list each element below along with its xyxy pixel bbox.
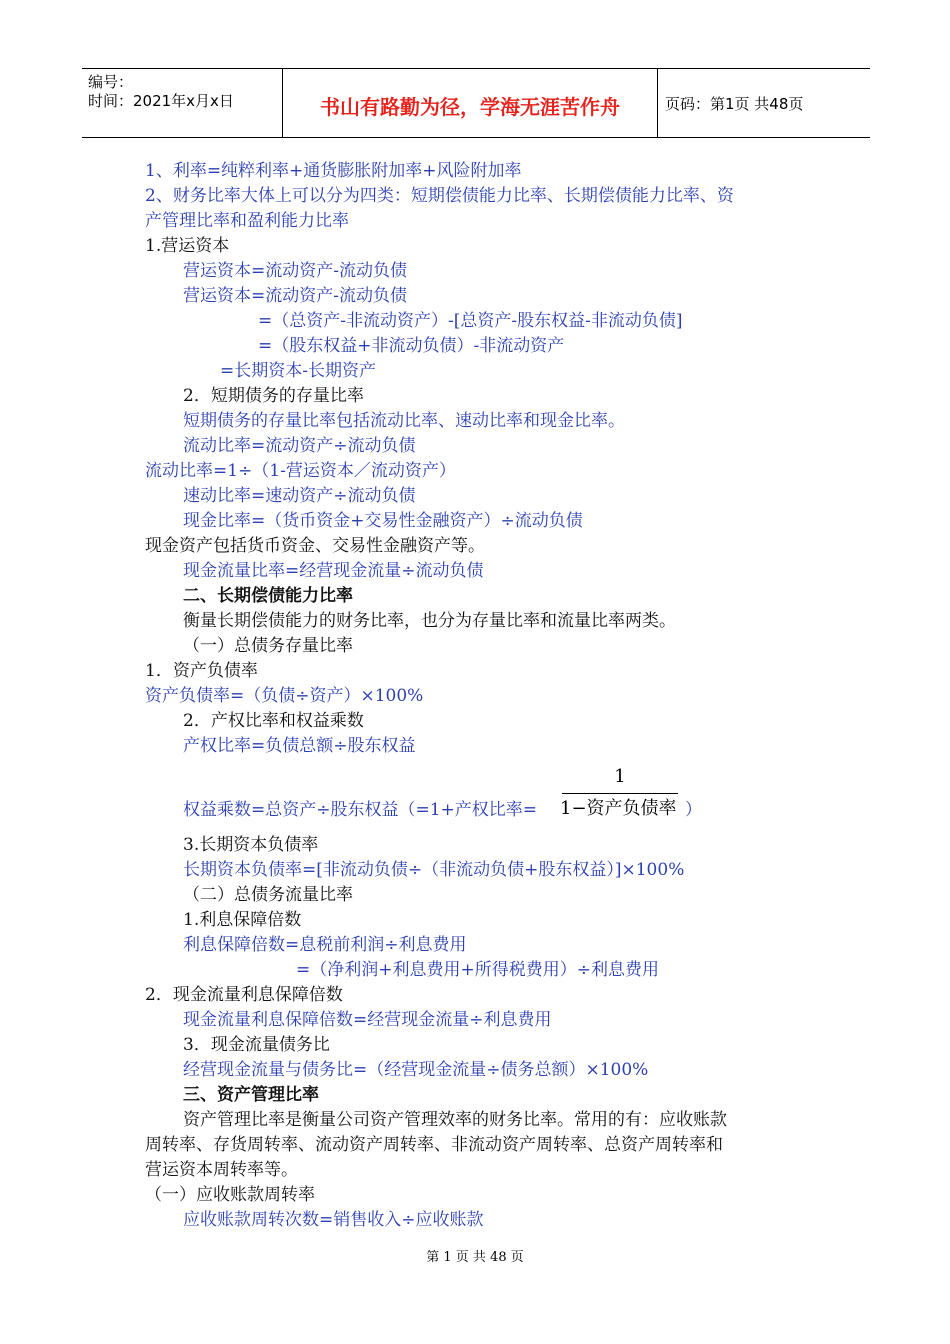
text-line: 2、财务比率大体上可以分为四类：短期偿债能力比率、长期偿债能力比率、资: [145, 186, 734, 206]
text-line: 产权比率=负债总额÷股东权益: [183, 736, 416, 756]
text-line: =（总资产-非流动资产）-[总资产-股东权益-非流动负债]: [258, 311, 683, 331]
equity-multiplier-fraction: [560, 766, 680, 819]
text-line: 经营现金流量与债务比=（经营现金流量÷债务总额）×100%: [183, 1060, 649, 1080]
text-line: 1.营运资本: [145, 236, 230, 256]
text-line: 1、利率=纯粹利率+通货膨胀附加率+风险附加率: [145, 161, 522, 181]
document-header: [82, 68, 870, 138]
text-line: 衡量长期偿债能力的财务比率，也分为存量比率和流量比率两类。: [183, 611, 676, 631]
text-line: （一）应收账款周转率: [145, 1185, 315, 1205]
text-line: 现金资产包括货币资金、交易性金融资产等。: [145, 536, 485, 556]
text-line: 现金比率=（货币资金+交易性金融资产）÷流动负债: [183, 511, 583, 531]
text-line: 产管理比率和盈利能力比率: [145, 211, 349, 231]
fraction-denominator: 1−资产负债率: [560, 798, 677, 819]
text-line: 2．现金流量利息保障倍数: [145, 985, 343, 1005]
text-line: 1.利息保障倍数: [183, 910, 302, 930]
page-info: 页码：第1页 共48页: [665, 95, 804, 113]
text-line: =（股东权益+非流动负债）-非流动资产: [258, 336, 565, 356]
text-line: （二）总债务流量比率: [183, 885, 353, 905]
text-line: =长期资本-长期资产: [220, 361, 376, 381]
text-line: 3.长期资本负债率: [183, 835, 319, 855]
text-line: 短期债务的存量比率包括流动比率、速动比率和现金比率。: [183, 411, 625, 431]
text-line: 周转率、存货周转率、流动资产周转率、非流动资产周转率、总资产周转率和: [145, 1135, 723, 1155]
text-line: 1．资产负债率: [145, 661, 258, 681]
text-line: 长期资本负债率=[非流动负债÷（非流动负债+股东权益）]×100%: [183, 860, 685, 880]
text-line: 现金流量比率=经营现金流量÷流动负债: [183, 561, 484, 581]
number-label: 编号：: [88, 73, 134, 91]
text-line: 应收账款周转次数=销售收入÷应收账款: [183, 1210, 484, 1230]
text-line: 流动比率=流动资产÷流动负债: [183, 436, 416, 456]
text-line: 资产管理比率是衡量公司资产管理效率的财务比率。常用的有：应收账款: [183, 1110, 727, 1130]
motto-text: 书山有路勤为径，学海无涯苦作舟: [320, 95, 620, 119]
text-line: （一）总债务存量比率: [183, 636, 353, 656]
text-line: 速动比率=速动资产÷流动负债: [183, 486, 416, 506]
text-line: 营运资本=流动资产-流动负债: [183, 261, 407, 281]
text-line: 3．现金流量债务比: [183, 1035, 330, 1055]
header-page-cell: [657, 69, 870, 137]
text-line: 利息保障倍数=息税前利润÷利息费用: [183, 935, 467, 955]
text-line: ）: [685, 800, 702, 820]
text-line: 现金流量利息保障倍数=经营现金流量÷利息费用: [183, 1010, 552, 1030]
fraction-numerator: 1: [614, 766, 626, 787]
date-label: 时间：2021年x月x日: [88, 92, 234, 110]
text-line: 权益乘数=总资产÷股东权益（=1+产权比率=: [183, 800, 538, 820]
text-line: 营运资本周转率等。: [145, 1160, 298, 1180]
text-line: 2．产权比率和权益乘数: [183, 711, 364, 731]
section-heading: 二、长期偿债能力比率: [183, 586, 353, 606]
page-footer: 第 1 页 共 48 页: [426, 1250, 524, 1265]
text-line: 资产负债率=（负债÷资产）×100%: [145, 686, 424, 706]
text-line: 流动比率=1÷（1-营运资本／流动资产）: [145, 461, 456, 481]
text-line: 2．短期债务的存量比率: [183, 386, 364, 406]
header-left-cell: [82, 69, 282, 137]
section-heading: 三、资产管理比率: [183, 1085, 319, 1105]
header-motto-cell: [282, 69, 658, 137]
text-line: =（净利润+利息费用+所得税费用）÷利息费用: [296, 960, 659, 980]
text-line: 营运资本=流动资产-流动负债: [183, 286, 407, 306]
